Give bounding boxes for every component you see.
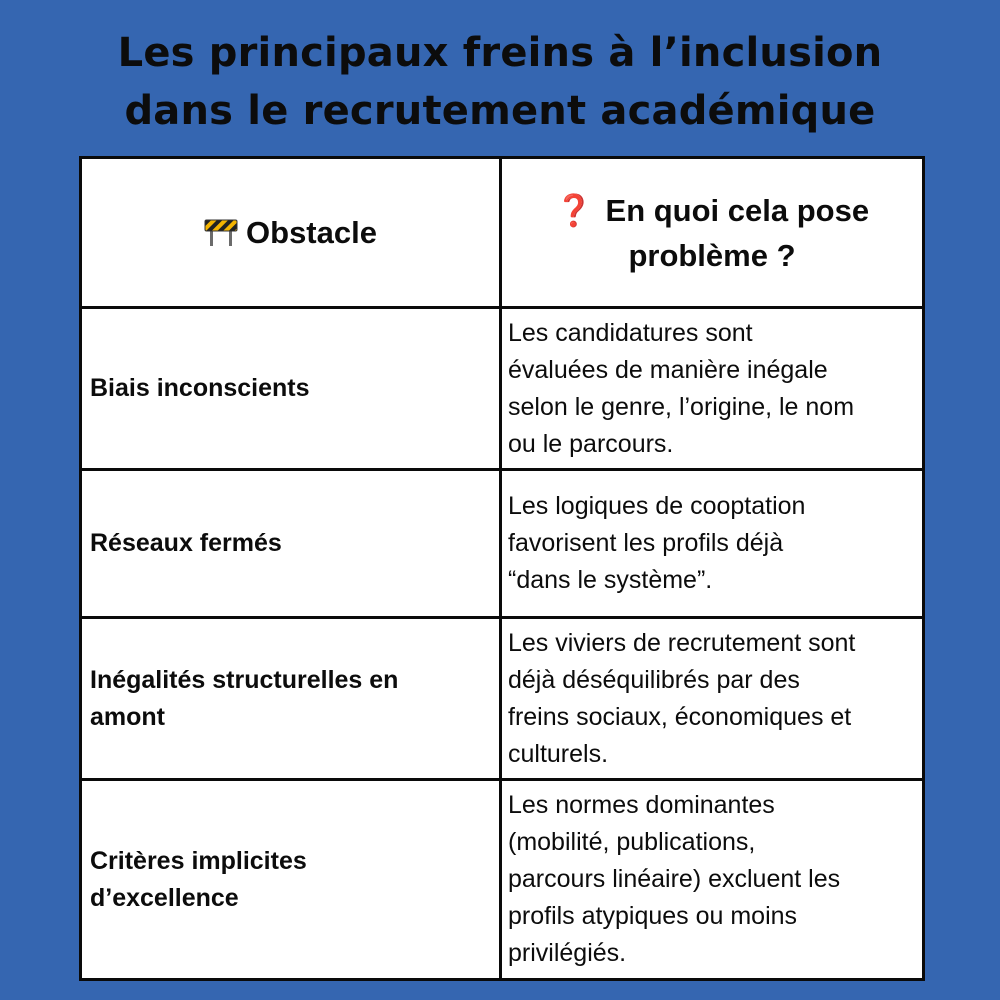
obstacle-text: Réseaux fermés	[90, 529, 282, 557]
construction-barrier-icon	[204, 216, 238, 246]
description-cell	[501, 470, 924, 618]
page-title	[0, 24, 1000, 140]
table-row	[81, 308, 924, 470]
table-row	[81, 780, 924, 980]
obstacles-table	[79, 156, 925, 981]
description-line: “dans le système”.	[508, 566, 713, 594]
obstacle-cell	[81, 308, 501, 470]
header-obstacle	[81, 158, 501, 308]
obstacle-text: amont	[90, 702, 165, 731]
question-mark-icon: ❓	[554, 192, 594, 228]
description-line: Les viviers de recrutement sont	[508, 628, 856, 657]
header-problem-line-2: problème ?	[628, 237, 796, 273]
description-cell	[501, 618, 924, 780]
description-line: Les candidatures sont	[508, 318, 753, 347]
description-line: freins sociaux, économiques et	[508, 702, 852, 731]
table-row	[81, 618, 924, 780]
header-problem-line-1: En quoi cela pose	[605, 192, 870, 228]
description-line: (mobilité, publications,	[508, 828, 756, 856]
obstacle-text: Inégalités structurelles en	[90, 665, 399, 694]
table-header-row	[81, 158, 924, 308]
table-row	[81, 470, 924, 618]
description-line: évaluées de manière inégale	[508, 355, 828, 384]
description-line: favorisent les profils déjà	[508, 529, 784, 557]
obstacle-text: Biais inconscients	[90, 374, 310, 402]
description-line: ou le parcours.	[508, 429, 674, 458]
title-line-1: Les principaux freins à l’inclusion	[117, 30, 883, 76]
description-line: Les normes dominantes	[508, 791, 775, 819]
obstacle-cell	[81, 470, 501, 618]
description-line: culturels.	[508, 739, 609, 768]
obstacle-cell	[81, 618, 501, 780]
description-cell	[501, 780, 924, 980]
obstacle-text: Critères implicites	[90, 846, 307, 875]
description-line: selon le genre, l’origine, le nom	[508, 392, 855, 421]
description-line: parcours linéaire) excluent les	[508, 865, 841, 893]
description-cell	[501, 308, 924, 470]
description-line: profils atypiques ou moins	[508, 902, 798, 930]
description-line: privilégiés.	[508, 939, 627, 967]
header-obstacle-label: Obstacle	[246, 215, 377, 250]
description-line: déjà déséquilibrés par des	[508, 665, 800, 694]
obstacle-text: d’excellence	[90, 883, 239, 912]
title-line-2: dans le recrutement académique	[124, 88, 876, 134]
header-problem	[501, 158, 924, 308]
obstacle-cell	[81, 780, 501, 980]
description-line: Les logiques de cooptation	[508, 492, 806, 520]
